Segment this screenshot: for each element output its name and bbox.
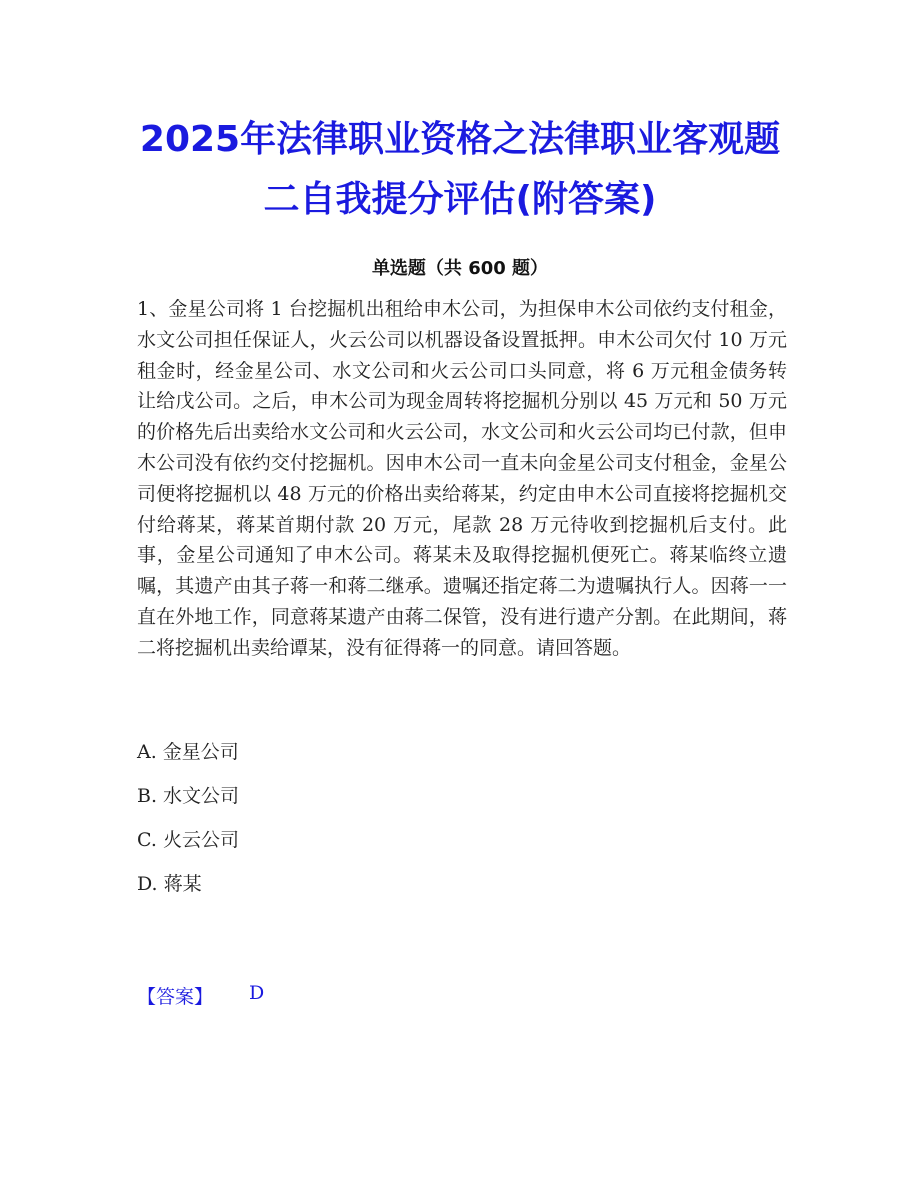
answer-label: 【答案】: [137, 986, 214, 1008]
question-text: 1、金星公司将 1 台挖掘机出租给申木公司，为担保申木公司依约支付租金，水文公司担任保证人，火云公司以机器设备设置抵押。申木公司欠付 10 万元租金时，经金星公司、水文公司和火云公司口头同意，将 6 万元租金债务转让给戊公司。之后，申木公司为现金周转将挖掘机分别以 45 万元和 50 万元的价格先后出卖给水文公司和火云公司，水文公司和火云公司均已付款，但申木公司没有依约交付挖掘机。因申木公司一直未向金星公司支付租金，金星公司便将挖掘机以 48 万元的价格出卖给蒋某，约定由申木公司直接将挖掘机交付给蒋某，蒋某首期付款 20 万元，尾款 28 万元待收到挖掘机后支付。此事，金星公司通知了申木公司。蒋某未及取得挖掘机便死亡。蒋某临终立遗嘱，其遗产由其子蒋一和蒋二继承。遗嘱还指定蒋二为遗嘱执行人。因蒋一一直在外地工作，同意蒋某遗产由蒋二保管，没有进行遗产分割。在此期间，蒋二将挖掘机出卖给谭某，没有征得蒋一的同意。请回答题。: [137, 298, 787, 659]
document-title: [100, 110, 820, 230]
option-a: A. 金星公司: [137, 741, 239, 763]
title-line-1: 2025年法律职业资格之法律职业客观题: [139, 119, 781, 160]
section-heading: 单选题（共 600 题）: [371, 258, 549, 279]
title-line-2: 二自我提分评估(附答案): [263, 179, 657, 220]
option-d: D. 蒋某: [137, 873, 202, 895]
option-b: B. 水文公司: [137, 785, 240, 807]
option-c: C. 火云公司: [137, 829, 239, 851]
answer-value: D: [249, 982, 265, 1004]
